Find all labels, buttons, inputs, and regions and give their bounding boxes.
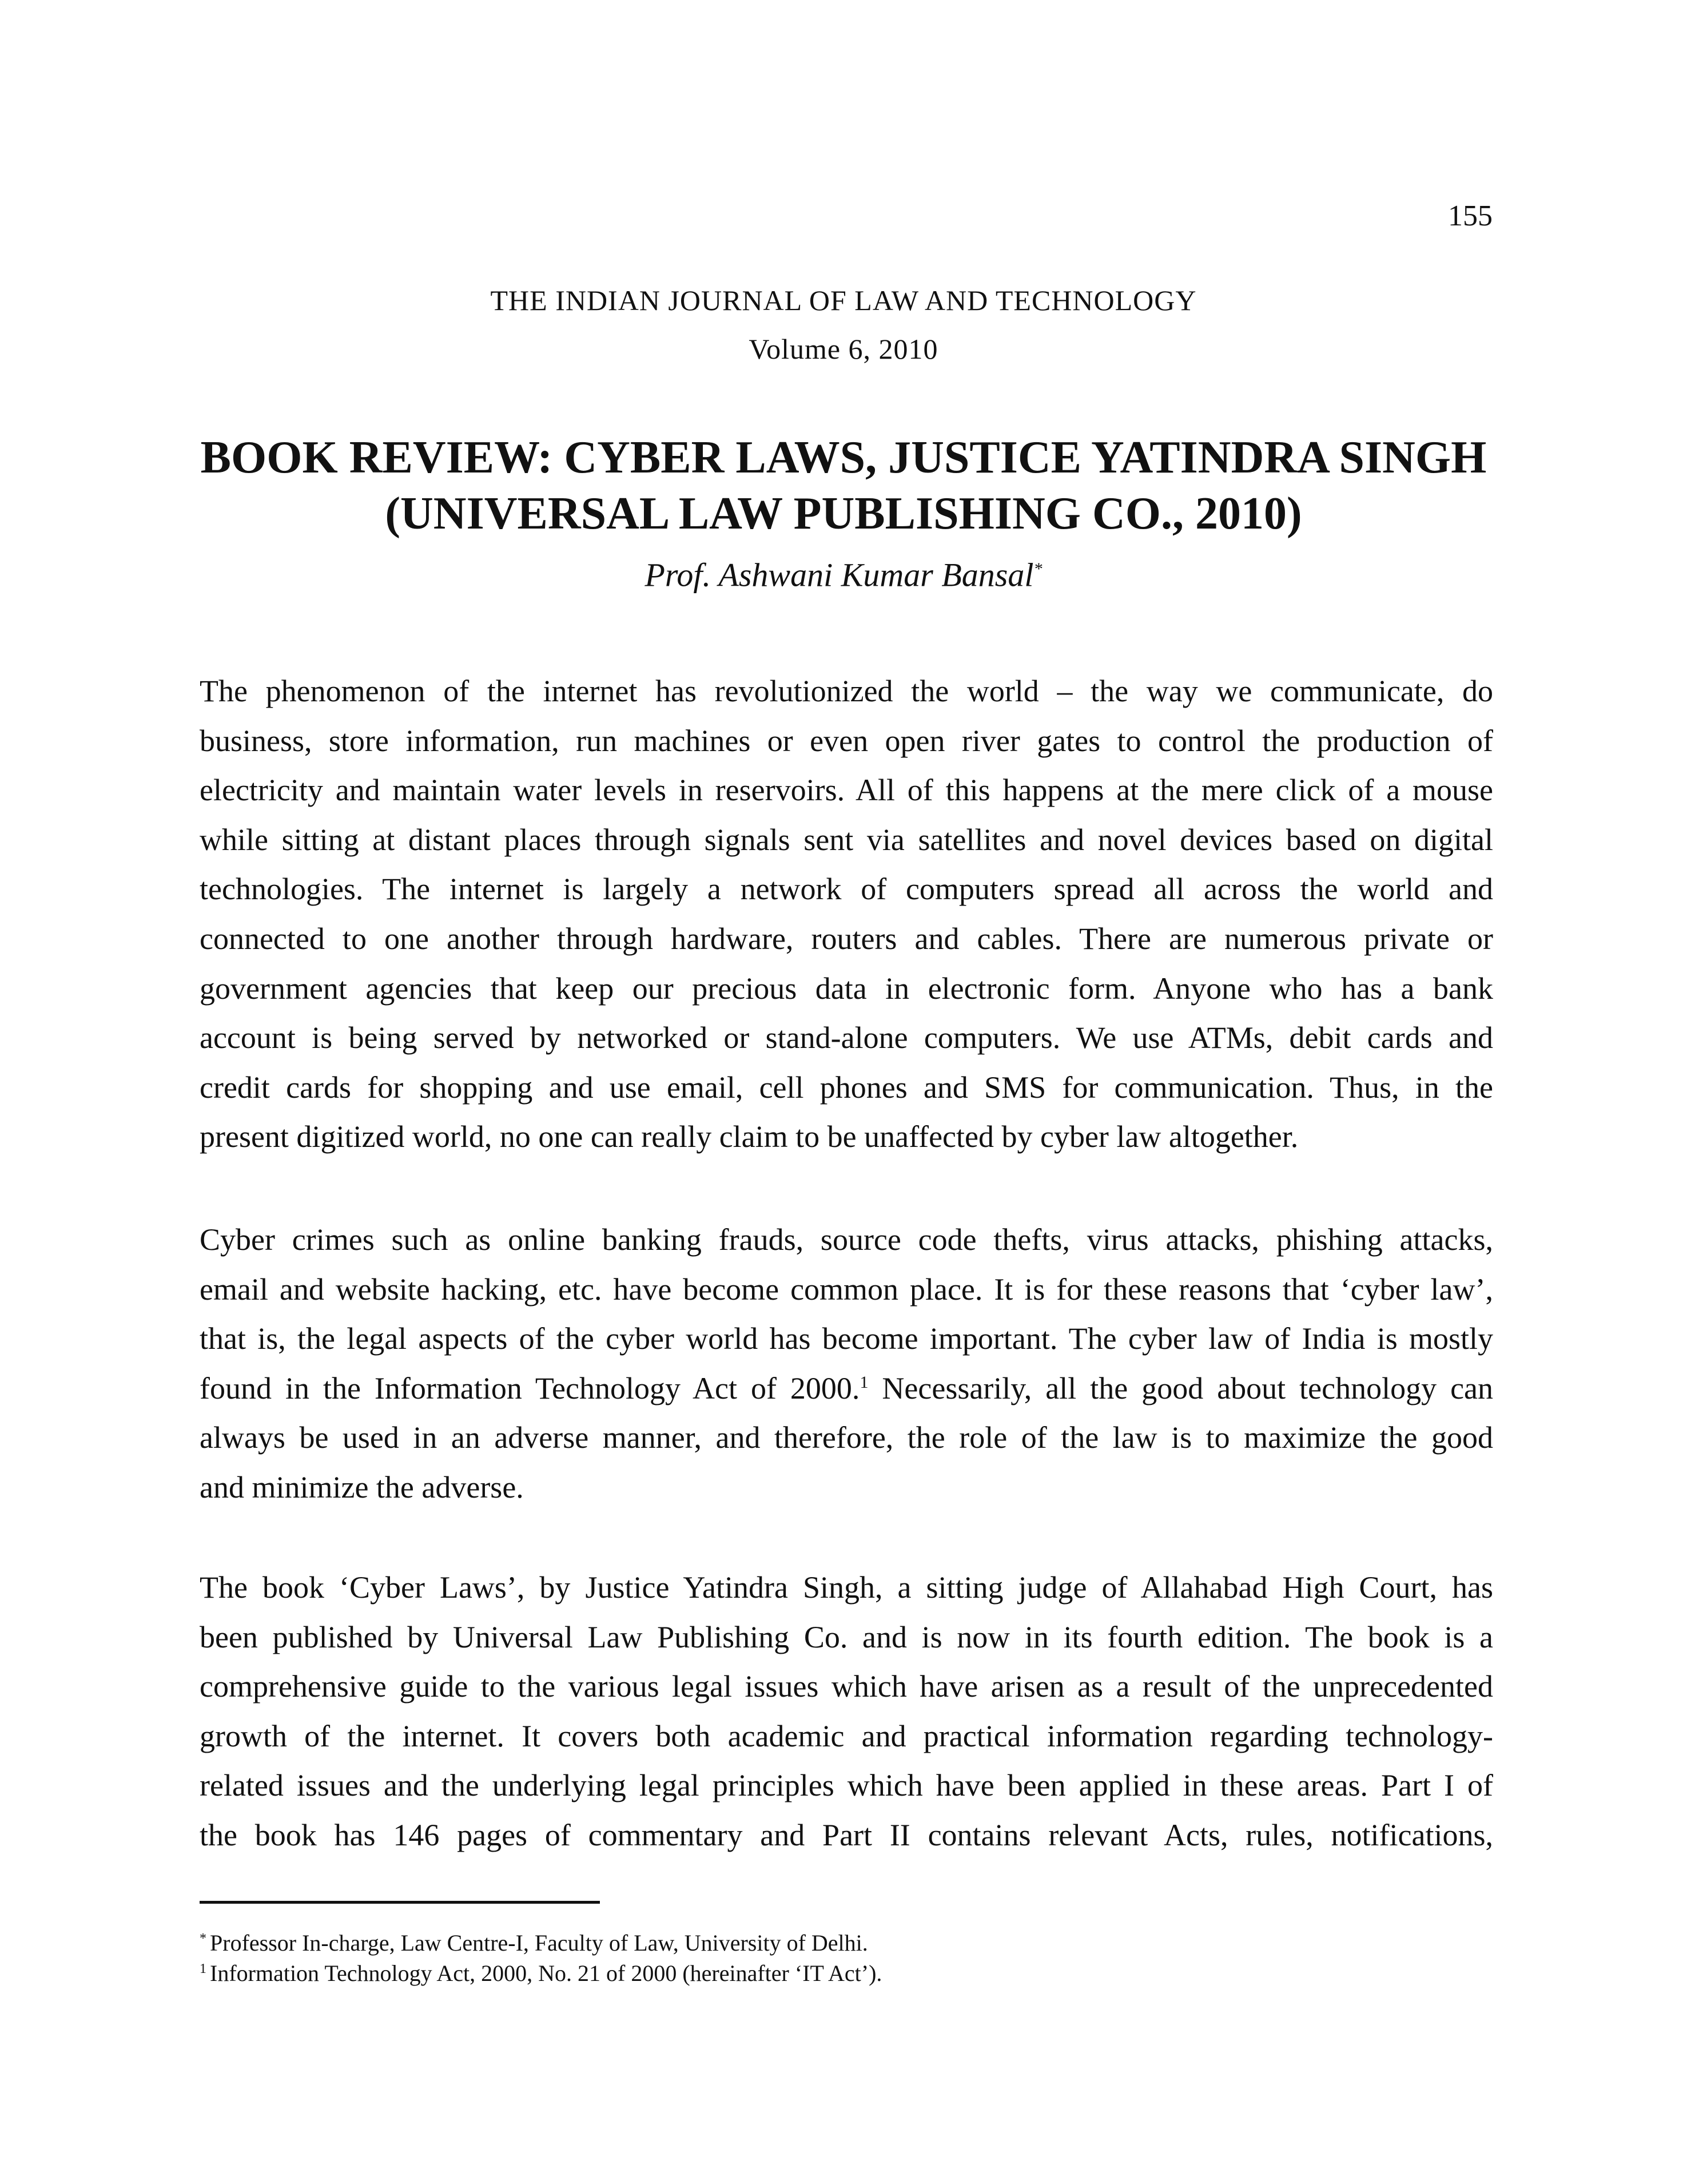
- author-byline: [0, 546, 1687, 598]
- text-line: been published by Universal Law Publishing Co. and is now in its fourth edition. The book is a: [200, 1619, 1493, 1654]
- text-line: and minimize the adverse.: [200, 1470, 524, 1504]
- author-footnote-mark[interactable]: *: [1033, 559, 1043, 578]
- text-line: present digitized world, no one can really claim to be unaffected by cyber law altogether.: [200, 1119, 1299, 1154]
- text-segment: found in the Information Technology Act of 2000.: [200, 1371, 860, 1405]
- text-line: always be used in an adverse manner, and therefore, the role of the law is to maximize the good: [200, 1420, 1493, 1455]
- footnote-text: Professor In-charge, Law Centre-I, Faculty of Law, University of Delhi.: [210, 1930, 868, 1956]
- text-line: The phenomenon of the internet has revolutionized the world – the way we communicate, do: [200, 674, 1493, 708]
- text-line: email and website hacking, etc. have become common place. It is for these reasons that ‘cyber law’,: [200, 1272, 1493, 1307]
- text-line: [200, 1364, 1493, 1413]
- body-paragraph-3: [200, 1563, 1493, 1860]
- text-line: that is, the legal aspects of the cyber world has become important. The cyber law of India is mostly: [200, 1321, 1493, 1356]
- article-title-line-2: (UNIVERSAL LAW PUBLISHING CO., 2010): [385, 489, 1302, 539]
- text-line: comprehensive guide to the various legal issues which have arisen as a result of the unprecedented: [200, 1669, 1493, 1704]
- text-line: The book ‘Cyber Laws’, by Justice Yatindra Singh, a sitting judge of Allahabad High Court, has: [200, 1570, 1493, 1605]
- author-name: Prof. Ashwani Kumar Bansal: [644, 556, 1034, 594]
- article-title-line-1: BOOK REVIEW: CYBER LAWS, JUSTICE YATINDRA SINGH: [200, 432, 1487, 483]
- journal-volume: Volume 6, 2010: [749, 333, 938, 365]
- text-line: electricity and maintain water levels in reservoirs. All of this happens at the mere click of a mouse: [200, 773, 1493, 808]
- footnote-text: Information Technology Act, 2000, No. 21 of 2000 (hereinafter ‘IT Act’).: [210, 1960, 882, 1986]
- body-paragraph-1: [200, 666, 1493, 1162]
- text-line: government agencies that keep our precious data in electronic form. Anyone who has a bank: [200, 971, 1493, 1006]
- text-line: business, store information, run machines or even open river gates to control the production of: [200, 723, 1493, 758]
- text-line: the book has 146 pages of commentary and Part II contains relevant Acts, rules, notifications,: [200, 1817, 1493, 1852]
- text-line: account is being served by networked or stand-alone computers. We use ATMs, debit cards and: [200, 1020, 1493, 1055]
- page-number: 155: [1448, 200, 1493, 232]
- footnote-reference[interactable]: 1: [860, 1372, 869, 1392]
- body-paragraph-2: [200, 1215, 1493, 1512]
- text-line: related issues and the underlying legal principles which have been applied in these areas. Part I of: [200, 1768, 1493, 1803]
- text-line: technologies. The internet is largely a network of computers spread all across the world and: [200, 872, 1493, 907]
- text-line: credit cards for shopping and use email, cell phones and SMS for communication. Thus, in the: [200, 1070, 1493, 1105]
- footnote-mark: *: [200, 1931, 206, 1946]
- footnote-author: [200, 1928, 868, 1959]
- text-line: growth of the internet. It covers both academic and practical information regarding technology-: [200, 1718, 1493, 1753]
- text-line: Cyber crimes such as online banking frauds, source code thefts, virus attacks, phishing attacks,: [200, 1222, 1493, 1257]
- footnote-1: [200, 1958, 882, 1989]
- text-line: connected to one another through hardware, routers and cables. There are numerous private or: [200, 921, 1493, 956]
- footnote-mark: 1: [200, 1961, 206, 1976]
- footnote-separator: [200, 1901, 600, 1904]
- text-line: while sitting at distant places through signals sent via satellites and novel devices based on digital: [200, 822, 1493, 857]
- journal-title: THE INDIAN JOURNAL OF LAW AND TECHNOLOGY: [490, 284, 1197, 316]
- text-segment: Necessarily, all the good about technology can: [868, 1371, 1494, 1405]
